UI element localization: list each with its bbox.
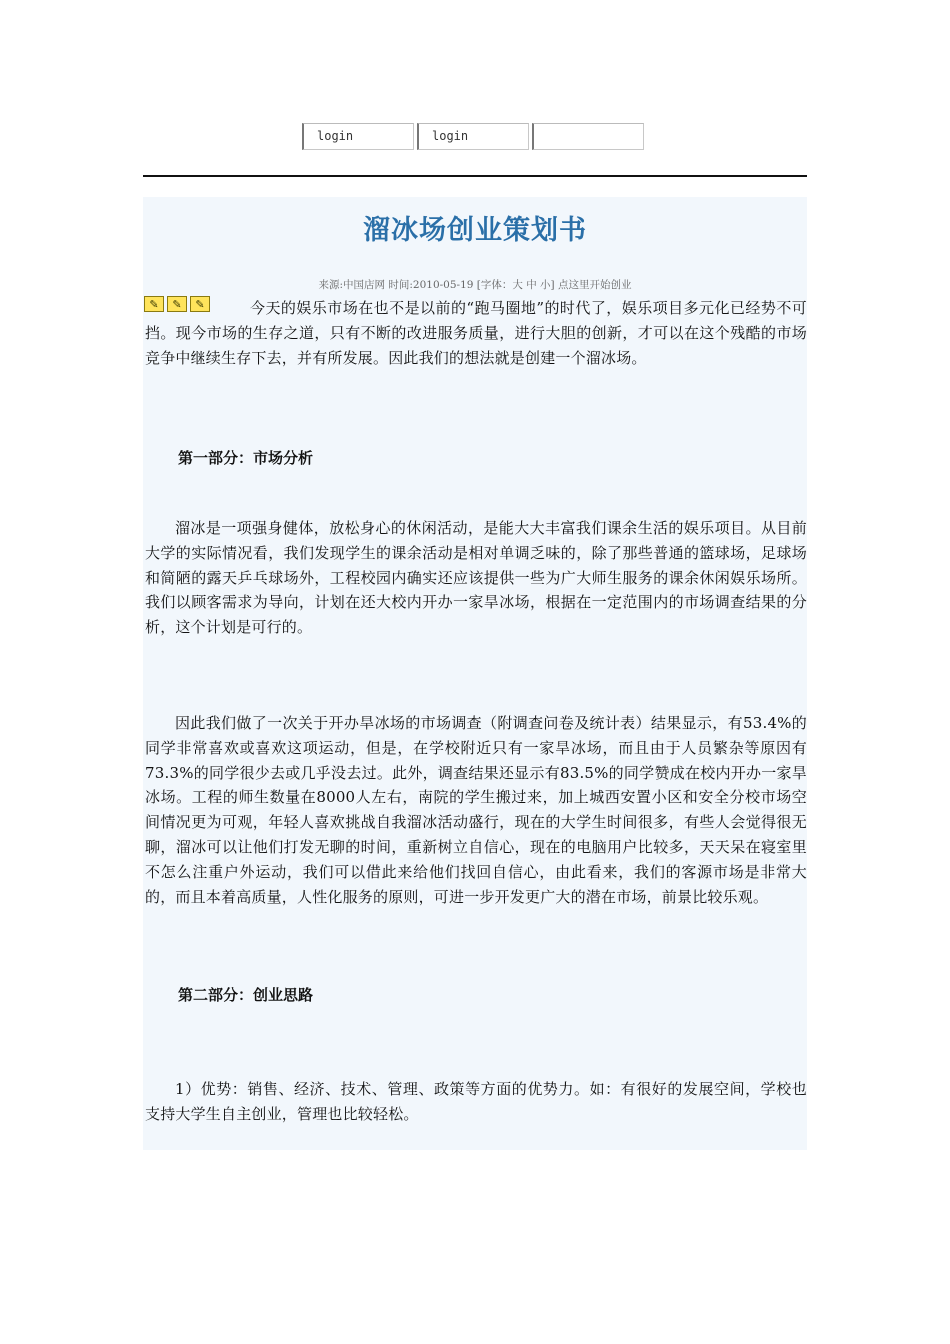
rating-badge-icon: ✎ — [144, 296, 164, 312]
login-field-3[interactable] — [532, 123, 644, 150]
market-paragraph-1: 溜冰是一项强身健体，放松身心的休闲活动，是能大大丰富我们课余生活的娱乐项目。从目前大学的实际情况看，我们发现学生的课余活动是相对单调乏味的，除了那些普通的篮球场，足球场和简陋的露天乒乓球场外，工程校园内确实还应该提供一些为广大师生服务的课余休闲娱乐场所。我们以顾客需求为导向，计划在还大校内开办一家旱冰场，根据在一定范围内的市场调查结果的分析，这个计划是可行的。 — [145, 519, 807, 637]
header-divider — [143, 175, 807, 177]
section-heading-market: 第一部分：市场分析 — [178, 449, 314, 467]
login-bar — [302, 123, 647, 152]
section-heading-idea: 第二部分：创业思路 — [178, 986, 314, 1004]
login-field-1[interactable]: login — [302, 123, 414, 150]
article-meta: 来源:中国店网 时间:2010-05-19 [字体：大 中 小] 点这里开始创业 — [318, 279, 632, 291]
idea-paragraph-1: 1）优势：销售、经济、技术、管理、政策等方面的优势力。如：有很好的发展空间，学校也支持大学生自主创业，管理也比较轻松。 — [145, 1080, 807, 1123]
rating-badge-icon: ✎ — [167, 296, 187, 312]
login-field-2[interactable]: login — [417, 123, 529, 150]
intro-paragraph: 今天的娱乐市场在也不是以前的“跑马圈地”的时代了，娱乐项目多元化已经势不可挡。现今市场的生存之道，只有不断的改进服务质量，进行大胆的创新，才可以在这个残酷的市场竞争中继续生存下去，并有所发展。因此我们的想法就是创建一个溜冰场。 — [145, 299, 807, 367]
article-title: 溜冰场创业策划书 — [363, 215, 587, 246]
rating-badge-icon: ✎ — [190, 296, 210, 312]
market-paragraph-2: 因此我们做了一次关于开办旱冰场的市场调查（附调查问卷及统计表）结果显示，有53.4%的同学非常喜欢或喜欢这项运动，但是，在学校附近只有一家旱冰场，而且由于人员繁杂等原因有73.3%的同学很少去或几乎没去过。此外，调查结果还显示有83.5%的同学赞成在校内开办一家旱冰场。工程的师生数量在8000人左右，南院的学生搬过来，加上城西安置小区和安全分校市场空间情况更为可观，年轻人喜欢挑战自我溜冰活动盛行，现在的大学生时间很多，有些人会觉得很无聊，溜冰可以让他们打发无聊的时间，重新树立自信心，现在的电脑用户比较多，天天呆在寝室里不怎么注重户外运动，我们可以借此来给他们找回自信心，由此看来，我们的客源市场是非常大的，而且本着高质量，人性化服务的原则，可进一步开发更广大的潜在市场，前景比较乐观。 — [145, 714, 807, 906]
